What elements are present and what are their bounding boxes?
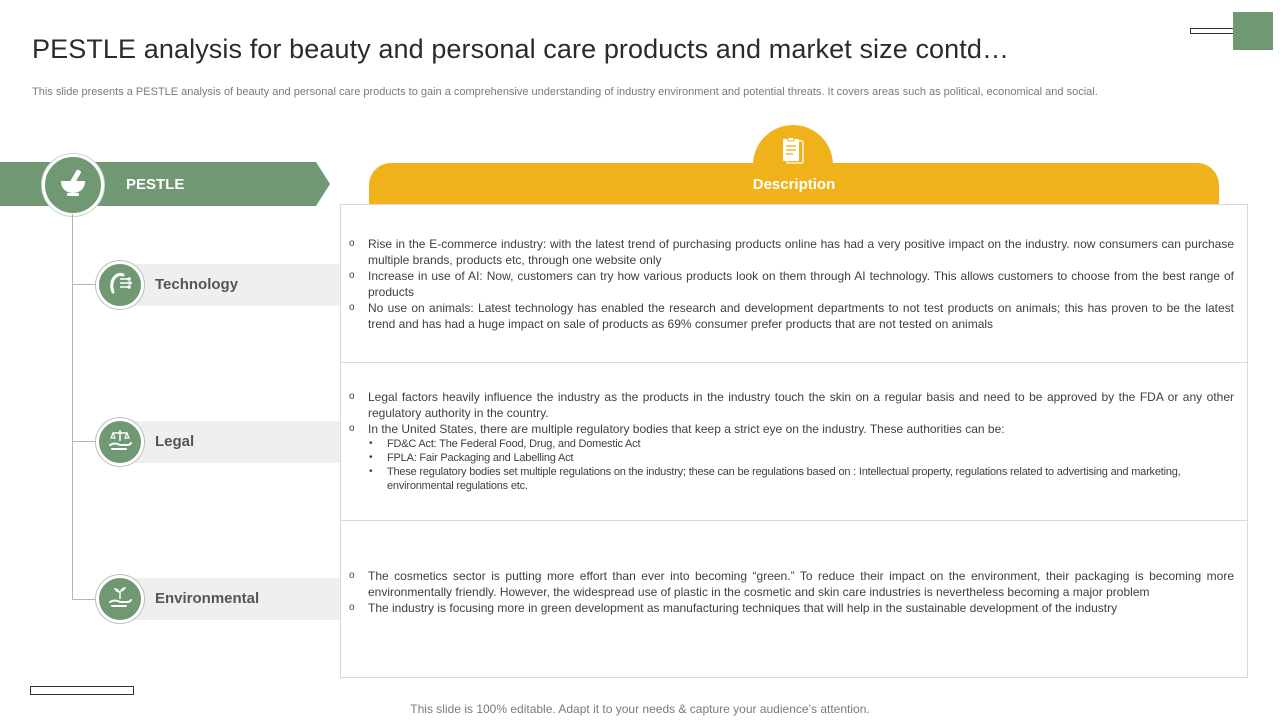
scales-hand-icon	[107, 427, 133, 458]
environmental-label: Environmental	[155, 590, 260, 607]
corner-square-decoration	[1233, 12, 1273, 50]
list-item: o Legal factors heavily influence the industry as the products in the industry touch the skin on a regular basis and need to be approved by the FDA or any other regulatory authority in the country.	[348, 389, 1234, 421]
connector-environmental	[72, 599, 98, 600]
environmental-icon-circle	[96, 575, 144, 623]
connector-vertical-line	[72, 214, 73, 600]
slide-subtitle: This slide presents a PESTLE analysis of beauty and personal care products to gain a comprehensive understanding of industry environment and potential threats. It covers areas such as political, economical and social.	[32, 86, 1098, 98]
connector-legal	[72, 441, 98, 442]
legal-icon-circle	[96, 418, 144, 466]
list-item: o In the United States, there are multiple regulatory bodies that keep a strict eye on the industry. These authorities can be:	[348, 421, 1234, 437]
legal-bullets	[348, 389, 1234, 437]
list-item: o No use on animals: Latest technology has enabled the research and development departments to not test products on animals; this has proven to be the latest trend and has had a huge impact on sale of products as 69% consumer prefer products that are not tested on animals	[348, 300, 1234, 332]
technology-label: Technology	[155, 276, 239, 293]
environmental-bullets	[348, 568, 1234, 616]
plant-hand-icon	[107, 584, 133, 615]
list-item: • FD&C Act: The Federal Food, Drug, and Domestic Act	[368, 437, 1236, 451]
description-label: Description	[752, 176, 836, 193]
list-item: • FPLA: Fair Packaging and Labelling Act	[368, 451, 1236, 465]
pestle-icon-circle	[42, 154, 104, 216]
footer-bar-decoration	[30, 686, 134, 695]
legal-label: Legal	[155, 433, 195, 450]
slide-title: PESTLE analysis for beauty and personal care products and market size contd…	[32, 34, 1010, 64]
mortar-pestle-icon	[56, 166, 90, 205]
circuit-hand-icon	[107, 270, 133, 301]
footer-note: This slide is 100% editable. Adapt it to your needs & capture your audience’s attention.	[410, 702, 870, 716]
technology-icon-circle	[96, 261, 144, 309]
list-item: o Rise in the E-commerce industry: with the latest trend of purchasing products online has had a very positive impact on the industry. now consumers can purchase multiple brands, products etc, through one website only	[348, 236, 1234, 268]
connector-technology	[72, 284, 98, 285]
list-item: o The industry is focusing more in green development as manufacturing techniques that will help in the sustainable development of the industry	[348, 600, 1234, 616]
pestle-label: PESTLE	[126, 176, 185, 193]
legal-band	[118, 421, 340, 463]
legal-sub-bullets	[368, 437, 1236, 493]
list-item: o The cosmetics sector is putting more effort than ever into becoming “green.” To reduce their impact on the environment, their packaging is becoming more environmentally friendly. However, the widespread use of plastic in the cosmetic and skin care industries is nevertheless becoming a major problem	[348, 568, 1234, 600]
list-item: • These regulatory bodies set multiple regulations on the industry; these can be regulations based on : Intellectual property, regulations related to advertising and marketing, environmental regulations etc.	[368, 465, 1236, 493]
technology-bullets	[348, 236, 1234, 332]
list-item: o Increase in use of AI: Now, customers can try how various products look on them through AI technology. This allows customers to choose from the best range of products	[348, 268, 1234, 300]
